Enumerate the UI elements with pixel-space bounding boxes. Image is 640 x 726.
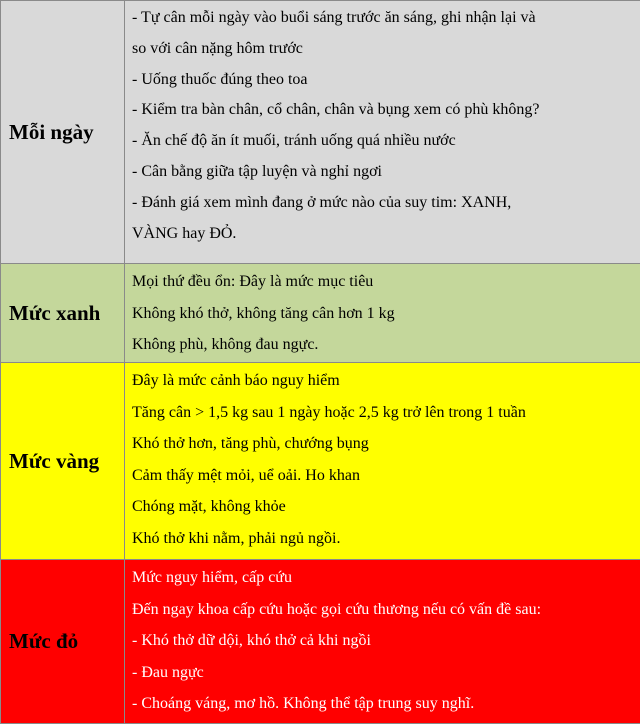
green-zone-description [125, 264, 640, 363]
daily-line: - Kiểm tra bàn chân, cổ chân, chân và bụng xem có phù không? [132, 101, 540, 119]
daily-line: - Uống thuốc đúng theo toa [132, 70, 308, 88]
red-zone-line: - Khó thở dữ dội, khó thở cả khi ngồi [132, 632, 371, 649]
yellow-zone-line: Khó thở hơn, tăng phù, chướng bụng [132, 435, 369, 452]
yellow-zone-line: Khó thở khi nằm, phải ngủ ngồi. [132, 529, 341, 547]
daily-line: - Đánh giá xem mình đang ở mức nào của suy tim: XANH, [132, 193, 512, 211]
daily-line: - Cân bằng giữa tập luyện và nghỉ ngơi [132, 162, 382, 180]
red-zone-line: Mức nguy hiểm, cấp cứu [132, 569, 292, 586]
green-zone-line: Không phù, không đau ngực. [132, 336, 319, 353]
red-zone-row [1, 560, 640, 724]
daily-row [1, 1, 640, 264]
daily-instructions [125, 1, 640, 264]
green-zone-label: Mức xanh [1, 264, 125, 363]
yellow-zone-line: Chóng mặt, không khỏe [132, 498, 286, 515]
daily-line: - Ăn chế độ ăn ít muối, tránh uống quá nhiều nước [132, 132, 456, 150]
green-zone-row [1, 264, 640, 363]
yellow-zone-label: Mức vàng [1, 363, 125, 560]
red-zone-line: - Đau ngực [132, 663, 204, 681]
daily-line: VÀNG hay ĐỎ. [132, 224, 237, 242]
green-zone-line: Không khó thở, không tăng cân hơn 1 kg [132, 304, 395, 322]
red-zone-line: Đến ngay khoa cấp cứu hoặc gọi cứu thương nếu có vấn đề sau: [132, 600, 542, 618]
yellow-zone-description [125, 363, 640, 560]
daily-label: Mỗi ngày [1, 1, 125, 264]
yellow-zone-line: Cảm thấy mệt mỏi, uể oải. Ho khan [132, 466, 360, 484]
yellow-zone-line: Đây là mức cảnh báo nguy hiểm [132, 372, 340, 389]
red-zone-label: Mức đỏ [1, 560, 125, 724]
red-zone-description [125, 560, 640, 724]
yellow-zone-row [1, 363, 640, 560]
yellow-zone-line: Tăng cân > 1,5 kg sau 1 ngày hoặc 2,5 kg trở lên trong 1 tuần [132, 403, 526, 421]
green-zone-line: Mọi thứ đều ổn: Đây là mức mục tiêu [132, 273, 374, 290]
daily-line: so với cân nặng hôm trước [132, 39, 303, 57]
daily-line: - Tự cân mỗi ngày vào buổi sáng trước ăn sáng, ghi nhận lại và [132, 9, 536, 26]
red-zone-line: - Choáng váng, mơ hồ. Không thể tập trung suy nghĩ. [132, 695, 475, 712]
